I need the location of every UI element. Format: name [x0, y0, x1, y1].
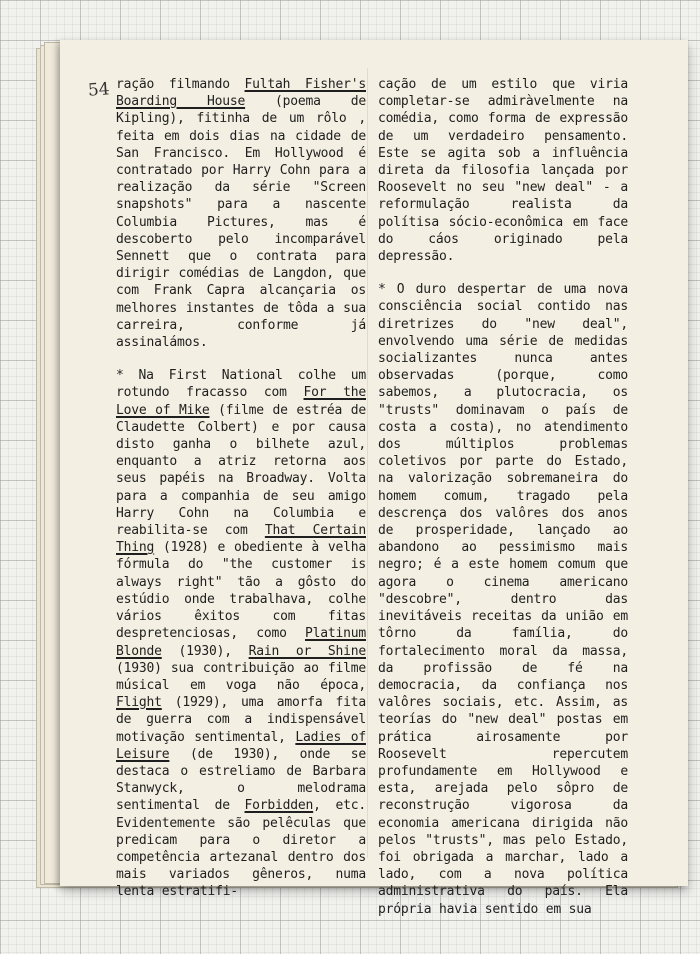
film-title: Rain or Shine [248, 643, 366, 659]
text-run: ração filmando [116, 77, 245, 92]
text-run: (1930), [161, 643, 249, 659]
text-run: (de 1930), onde se destaca o estreliamo de Barbara Stanwyck, o melodrama sentimental de [116, 746, 366, 814]
text-run: (1929), uma amorfa fita de guerra com a indispensável motivação sentimental, [116, 695, 366, 745]
film-title: That Certain Thing [116, 523, 366, 556]
right-paragraph-2: * O duro despertar de uma nova consciência social contido nas diretrizes do "new deal", envolvendo uma série de medidas socializantes nunca antes observadas (porque, como sabemos, a plutocracia, os "trusts" dominavam o país de costa a costa), no atendimento dos múltiplos problemas coletivos por parte do Estado, na valorização sobremaneira do homem comum, tragado pela descrença dos valôres dos anos de prosperidade, lançado ao abandono ao pessimismo mais negro; é a este homem comum que agora o cinema americano "descobre", dentro das inevitáveis receitas da união em tôrno da família, do fortalecimento moral da massa, da profissão de fé na democracia, da confiança nos valôres sociais, etc. Assim, as teorías do "new deal" postas em prática airosamente por Roosevelt repercutem profundamente em Hollywood e esta, arejada pelo sôpro de reconstrução vigorosa da economia americana dirigida não pelos "trusts", mas pelo Estado, foi obrigada a marchar, lado a lado, com a nova política administrativa do país. Ela própria havia sentido em sua [378, 282, 628, 917]
left-paragraph-2 [116, 367, 366, 900]
typewritten-page [60, 40, 688, 917]
film-title: Fultah Fisher's Boarding House [116, 77, 366, 110]
text-run: , etc. Evidentemente são pelêculas que predicam para o diretor a competência artezanal dentro dos mais variados gêneros, numa lenta estratifi- [116, 798, 366, 900]
film-title: For the Love of Mike [116, 385, 366, 418]
text-run: * Na First National colhe um rotundo fracasso com [116, 368, 366, 401]
right-paragraph-1: cação de um estilo que viria completar-se admiràvelmente na comédia, como forma de expressão de um verdadeiro pensamento. Este se agita sob a influência direta da filosofia lançada por Roosevelt no seu "new deal" - a reformulação realista da polítisa sócio-econômica em face do cáos originado pela depressão. [378, 77, 628, 265]
film-title: Flight [116, 695, 162, 711]
right-column [378, 76, 628, 934]
film-title: Platinum Blonde [116, 626, 366, 659]
left-paragraph-1 [116, 76, 366, 351]
text-run: (1930) sua contribuição ao filme músical em voga não época, [116, 660, 366, 693]
film-title: Forbidden [244, 798, 314, 814]
left-column [116, 76, 366, 917]
text-run: (1928) e obediente à velha fórmula do "the customer is always right" tão a gôsto do estúdio onde trabalhava, colhe vários êxitos com fitas despretenciosas, como [116, 540, 366, 642]
film-title: Ladies of Leisure [116, 729, 366, 762]
text-run: (filme de estréa de Claudette Colbert) e por causa disto ganha o bilhete azul, enquanto a atriz retorna aos seus papéis na Broadway. Volta para a companhia de seu amigo Harry Cohn na Columbia e reabilita-se com [116, 402, 366, 539]
page-number: 54 [87, 79, 111, 101]
text-run: (poema de Kipling), fitinha de um rôlo , feita em dois dias na cidade de San Francisco. Em Hollywood é contratado por Harry Cohn para a realização da série "Screen snapshots" para a nascente Columbia Pictures, mas é descoberto pelo incomparável Sennett que o contrata para dirigir comédias de Langdon, que com Frank Capra alcançaria os melhores instantes de tôda a sua carreira, conforme já assinalámos. [116, 94, 366, 351]
column-gutter [367, 68, 368, 858]
